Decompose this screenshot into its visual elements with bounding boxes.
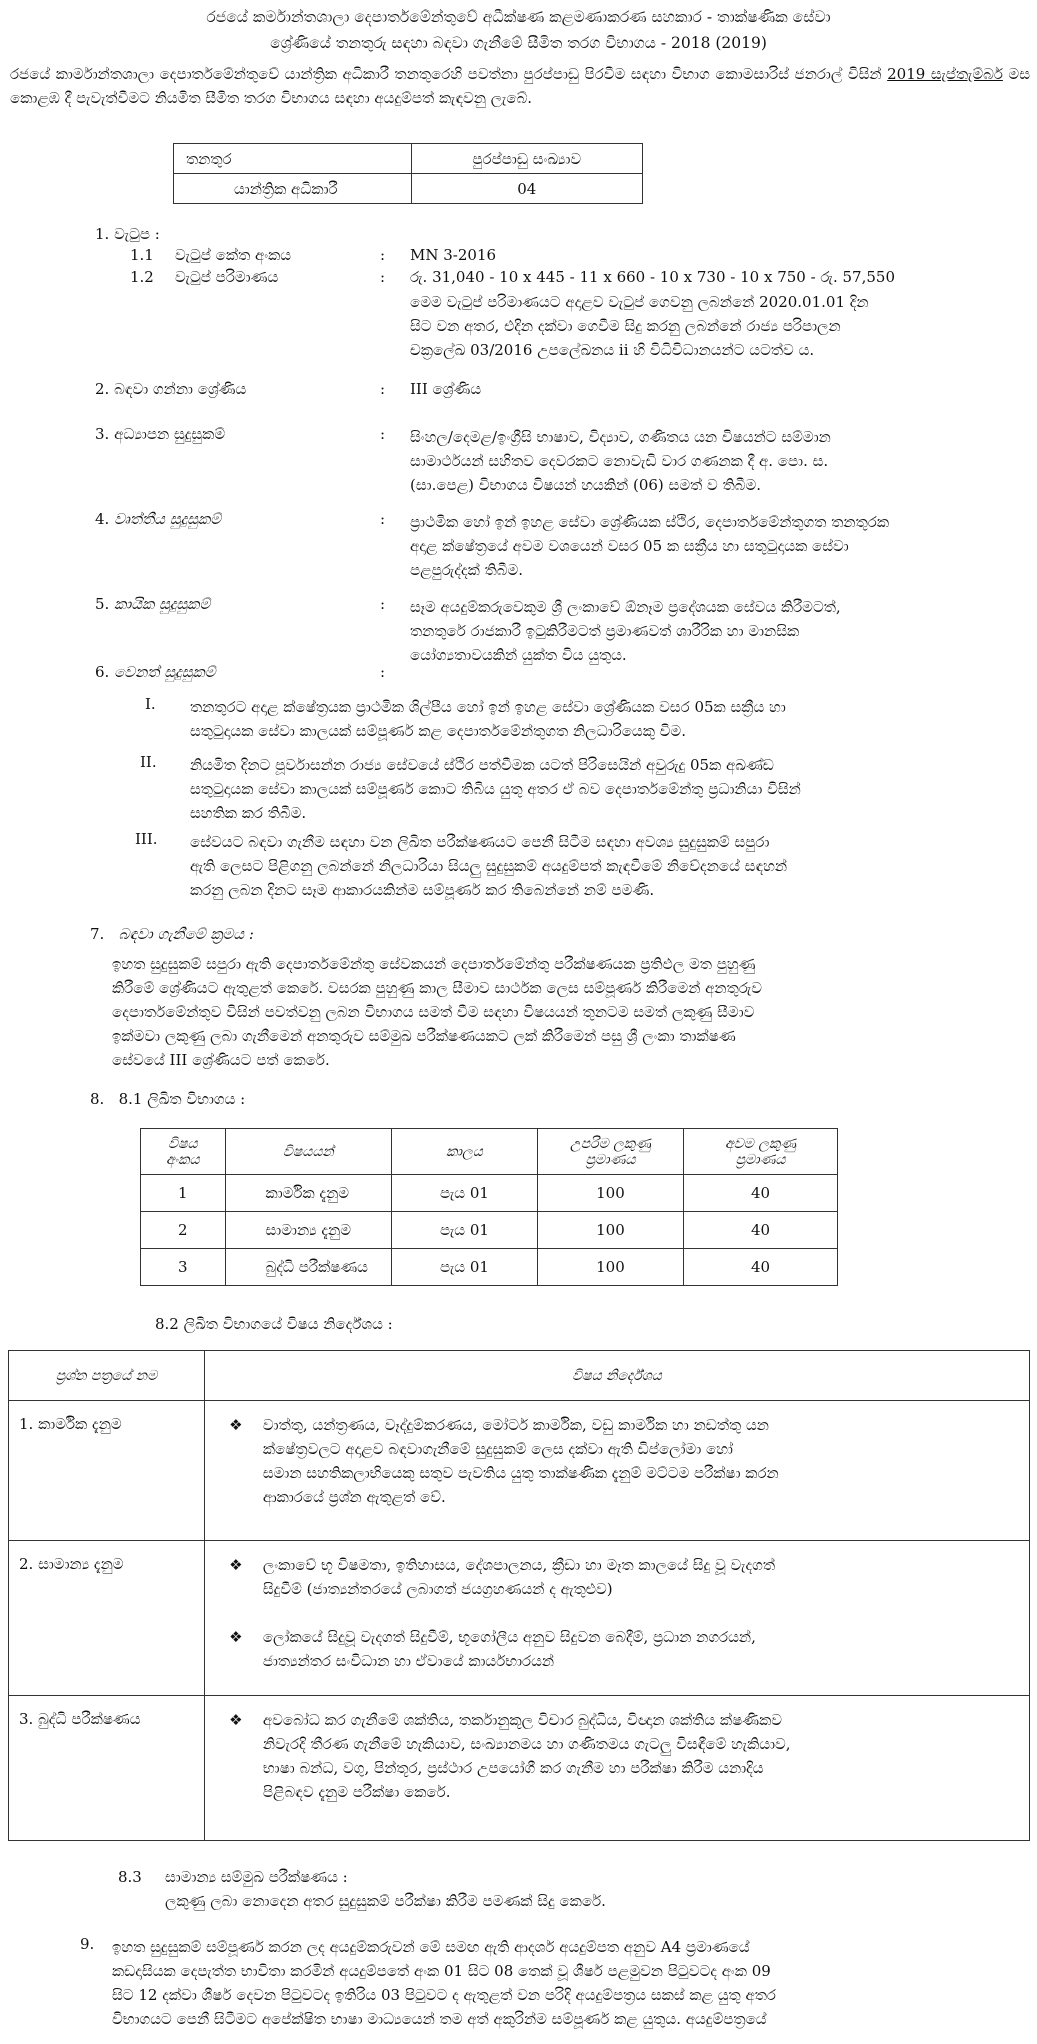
s1-1-colon: : (380, 246, 386, 264)
salary-code-label: වැටුප් කේත අංකය (175, 246, 292, 264)
vacancy-header-post: තනතුර (174, 144, 412, 174)
list-item: ❖ ලංකාවේ භූ විෂමතා, ඉතිහාසය, දේශපාලනය, ක්‍රීඩා හා මෑත කාලයේ සිදු වූ වැදගත් සිදුවීම් (ජාත්‍යන්තරයේ ලබාගත් ජයග්‍රහණයන් ද ඇතුළුව) (223, 1553, 1001, 1601)
salary-code-value: MN 3-2016 (410, 246, 497, 264)
section-3-label: 3. අධ්‍යාපන සුදුසුකම් (95, 425, 226, 443)
exam-header-min: අවම ලකුණු ප්‍රමාණය (683, 1129, 837, 1175)
vacancy-post: යාන්ත්‍රික අධිකාරී (174, 174, 412, 204)
application-instructions: ඉහත සුදුසුකම් සම්පූර්ණ කරන ලද අයදුම්කරුවන් මේ සමඟ ඇති ආදර්ශ අයදුම්පත අනුව A4 ප්‍රමාණයේ කඩදාසියක දෙපැත්ත භාවිතා කරමින් අයදුම්පතේ අංක 01 සිට 08 තෙක් වූ ශීර්ෂ පළමුවන පිටුවටද අංක 09 සිට 12 දක්වා ශීර්ෂ දෙවන පිටුවටද ඉතිරිය 03 පිටුවට ද ඇතුළත් වන පරිදි අයදුම්පත්‍රය සකස් කළ යුතු අතර විභාගයට පෙනී සිටීමට අපේක්ෂිත භාෂා මාධ්‍යයෙන් තම අත් අකුරින්ම සම්පූර්ණ කළ යුතුය. අයදුම්පත්‍රයේ (112, 1938, 776, 2028)
section-6-label: 6. වෙනත් සුදුසුකම් (95, 663, 216, 681)
exam-header-subject: විෂයයන් (225, 1129, 391, 1175)
diamond-bullet-icon: ❖ (229, 1416, 243, 1434)
s5-colon: : (380, 595, 386, 613)
s1-2-colon: : (380, 268, 386, 286)
salary-scale-label: වැටුප් පරිමාණය (175, 268, 279, 286)
vacancy-count: 04 (411, 174, 642, 204)
exam-header-max: උපරිම ලකුණු ප්‍රමාණය (537, 1129, 683, 1175)
vacancy-header-count: පුරප්පාඩු සංඛ්‍යාව (411, 144, 642, 174)
other-qual-2: නියමිත දිනට පූර්වාසන්න රාජ්‍ය සේවයේ ස්ථිර පත්වීමක යටත් පිරිසෙයින් අවුරුදු 05ක අඛණ්ඩ සතුටුදායක සේවා කාලයක් සම්පූර්ණ කොට තිබිය යුතු අතර ඒ බව දෙපාර්තමේන්තු ප්‍රධානියා විසින් සහතික කර තිබීම. (190, 756, 801, 822)
other-qual-3: සේවයට බඳවා ගැනීම සඳහා වන ලිඛිත පරීක්ෂණයට පෙනී සිටීම සඳහා අවශ්‍ය සුදුසුකම් සපුරා ඇති ලෙසට පිළිගනු ලබන්නේ නිලධාරියා සියලු සුදුසුකම් අයදුම්පත් කැඳවීමේ නිවේදනයේ සඳහන් කරනු ලබන දිනට සෑම ආකාරයකින්ම සම්පූර්ණ කර තිබෙන්නේ නම් පමණි. (190, 833, 788, 899)
s6-colon: : (380, 663, 386, 681)
section-4-label: 4. වෘත්තීය සුදුසුකම් (95, 510, 221, 528)
list-item: ❖ වාත්තු, යන්ත්‍රණය, වෑද්දුම්කරණය, මෝටර් කාර්මික, වඩු කාර්මික හා නඩත්තු යන ක්ෂේත්‍රවලට අදාළව බඳවාගැනීමේ සුදුසුකම් ලෙස දක්වා ඇති ඩිප්ලෝමා හෝ සමාන සහතිකලාභියෙකු සතුව පැවතිය යුතු තාක්ෂණික දැනුම් මට්ටම පරීක්ෂා කරන ආකාරයේ ප්‍රශ්න ඇතුළත් වේ. (223, 1413, 1001, 1509)
title-line-1: රජයේ කර්මාන්තශාලා දෙපාර්තමේන්තුවේ අධීක්ෂණ කළමණාකරණ සහකාර - තාක්ෂණික සේවා (206, 8, 831, 26)
exam-header-no: විෂය අංකය (141, 1129, 226, 1175)
syllabus-paper-name: 1. කාර්මික දැනුම (9, 1401, 205, 1541)
syllabus-paper-name: 2. සාමාන්‍ය දැනුම (9, 1541, 205, 1696)
other-qual-1: තනතුරට අදාළ ක්ෂේත්‍රයක ප්‍රාථමික ශිල්පීය හෝ ඉන් ඉහළ සේවා ශ්‍රේණියක වසර 05ක සක්‍රීය හා සතුටුදායක සේවා කාලයක් සම්පූර්ණ කළ දෙපාර්තමේන්තුගත නිලධාරියෙකු විම. (190, 698, 786, 740)
s4-colon: : (380, 510, 386, 528)
section-1-heading: 1. වැටුප : (95, 225, 160, 243)
syllabus-header-content: විෂය නිර්දේශය (204, 1351, 1029, 1401)
written-exam-table (140, 1128, 838, 1286)
title-line-2: ශ්‍රේණියේ තනතුරු සඳහා බඳවා ගැනීමේ සීමිත තරග විභාගය - 2018 (2019) (270, 34, 767, 52)
interview-text: ලකුණු ලබා නොදෙන අතර සුදුසුකම් පරීක්ෂා කිරීම පමණක් සිදු කෙරේ. (165, 1892, 606, 1910)
diamond-bullet-icon: ❖ (229, 1628, 243, 1646)
exam-date: 2019 සැප්තැම්බර් (887, 65, 1003, 83)
professional-qualifications: ප්‍රාථමික හෝ ඉන් ඉහළ සේවා ශ්‍රේණියක ස්ථිර, දෙපාර්තමේන්තුගත තනතුරක අදාළ ක්ෂේත්‍රයේ අවම වශයෙන් වසර 05 ක සක්‍රීය හා සතුටුදායක සේවා පළපුරුද්දක් තිබීම. (410, 513, 890, 579)
table-row (9, 1541, 1030, 1696)
s3-colon: : (380, 425, 386, 443)
exam-header-duration: කාලය (391, 1129, 537, 1175)
table-row: 1 කාර්මික දැනුම පැය 01 100 40 (141, 1175, 838, 1212)
section-2-label: 2. බඳවා ගන්නා ශ්‍රේණිය (95, 380, 247, 398)
table-row: 2 සාමාන්‍ය දැනුම පැය 01 100 40 (141, 1212, 838, 1249)
other-qual-2-num: II. (140, 753, 157, 771)
section-9-num: 9. (80, 1935, 95, 1953)
table-row (9, 1401, 1030, 1541)
s2-colon: : (380, 380, 386, 398)
syllabus-header-paper: ප්‍රශ්න පත්‍රයේ නම (9, 1351, 205, 1401)
other-qual-1-num: I. (145, 695, 156, 713)
diamond-bullet-icon: ❖ (229, 1556, 243, 1574)
section-7-heading: 7. බඳවා ගැනීමේ ක්‍රමය : (90, 925, 254, 943)
other-qual-3-num: III. (135, 830, 158, 848)
salary-scale-value: රු. 31,040 - 10 x 445 - 11 x 660 - 10 x 730 - 10 x 750 - රු. 57,550 (410, 268, 895, 286)
table-row (9, 1696, 1030, 1841)
diamond-bullet-icon: ❖ (229, 1711, 243, 1729)
document-title (0, 4, 1037, 56)
syllabus-table (8, 1350, 1030, 1841)
intro-paragraph: රජයේ කාර්මාන්තශාලා දෙපාර්තමේන්තුවේ යාන්ත්‍රික අධිකාරී තනතුරෙහි පවත්නා පුරප්පාඩු පිරවීම සඳහා විභාග කොමසාරිස් ජනරාල් විසින් 2019 සැප්තැම්බර් මස කොළඹ දී පැවැත්වීමට නියමිත සීමිත තරග විභාගය සඳහා අයදුම්පත් කැඳවනු ලැබේ. (10, 65, 1030, 107)
s8-3-num: 8.3 (118, 1868, 142, 1886)
table-row: 3 බුද්ධි පරීක්ෂණය පැය 01 100 40 (141, 1249, 838, 1286)
grade-value: III ශ්‍රේණිය (410, 380, 482, 398)
syllabus-heading: 8.2 ලිඛිත විභාගයේ විෂය නිර්දේශය : (155, 1315, 393, 1333)
s1-1-num: 1.1 (130, 246, 154, 264)
section-8-heading: 8. 8.1 ලිඛිත විභාගය : (90, 1090, 246, 1108)
physical-qualifications: සෑම අයදුම්කරුවෙකුම ශ්‍රී ලංකාවේ ඕනෑම ප්‍රදේශයක සේවය කිරීමටත්, තනතුරේ රාජකාරී ඉටුකිරීමටත් ප්‍රමාණවත් ශාරීරික හා මානසික යෝග්‍යතාවයකින් යුක්ත විය යුතුය. (410, 598, 841, 664)
educational-qualifications: සිංහල/දෙමළ/ඉංග්‍රීසි භාෂාව, විද්‍යාව, ගණිතය යන විෂයන්ට සම්මාන සාමාර්ථයන් සහිතව දෙවරකට නොවැඩි වාර ගණනක දී අ. පො. ස. (සා.පෙළ) විභාගය විෂයන් හයකින් (06) සමත් ව තිබීම. (410, 428, 831, 494)
recruitment-method: ඉහත සුදුසුකම් සපුරා ඇති දෙපාර්තමේන්තු සේවකයන් දෙපාර්තමේන්තු පරීක්ෂණයක ප්‍රතිඵල මත පුහුණු කිරීමේ ශ්‍රේණියට ඇතුළත් කෙරේ. වසරක පුහුණු කාල සීමාව සාර්ථක ලෙස සම්පූර්ණ කිරීමෙන් අනතුරුව දෙපාර්තමේන්තුව විසින් පවත්වනු ලබන විභාගය සමත් වීම සඳහා විෂයයන් තුනටම සමත් ලකුණු සීමාව ඉක්මවා ලකුණු ලබා ගැනීමෙන් අනතුරුව සම්මුඛ පරීක්ෂණයකට ලක් කිරීමෙන් පසු ශ්‍රී ලංකා තාක්ෂණ සේවයේ III ශ්‍රේණියට පත් කෙරේ. (112, 955, 763, 1069)
syllabus-paper-name: 3. බුද්ධි පරීක්ෂණය (9, 1696, 205, 1841)
salary-note: මෙම වැටුප් පරිමාණයට අදාළව වැටුප් ගෙවනු ලබන්නේ 2020.01.01 දින සිට වන අතර, එදින දක්වා ගෙවීම සිදු කරනු ලබන්නේ රාජ්‍ය පරිපාලන චක්‍රලේඛ 03/2016 උපලේඛනය ii හි විධිවිධානයන්ට යටත්ව ය. (410, 293, 869, 359)
s1-2-num: 1.2 (130, 268, 154, 286)
list-item: ❖ ලෝකයේ සිදුවූ වැදගත් සිදුවීම්, භූගෝලීය අනුව සිදුවන බෙදීම්, ප්‍රධාන නගරයන්, ජාත්‍යන්තර සංවිධාන හා ඒවායේ කාර්යභාරයන් (223, 1625, 1001, 1673)
section-5-label: 5. කායික සුදුසුකම් (95, 595, 211, 613)
vacancy-table (173, 143, 643, 204)
interview-heading: සාමාන්‍ය සම්මුඛ පරීක්ෂණය : (165, 1868, 348, 1886)
list-item: ❖ අවබෝධ කර ගැනීමේ ශක්තිය, තර්කානුකූල විචාර බුද්ධිය, විඥාන ශක්තිය ක්ෂණිකව නිවැරදි තීරණ ගැනීමේ හැකියාව, සංඛ්‍යානමය හා ගණිතමය ගැටලු විසඳීමේ හැකියාව, භාෂා බන්ධ, වගු, පින්තූර, ප්‍රස්ථාර උපයෝගී කර ගැනීම හා පරීක්ෂා කිරීම යනාදිය පිළිබඳව දැනුම පරීක්ෂා කෙරේ. (223, 1708, 1001, 1804)
